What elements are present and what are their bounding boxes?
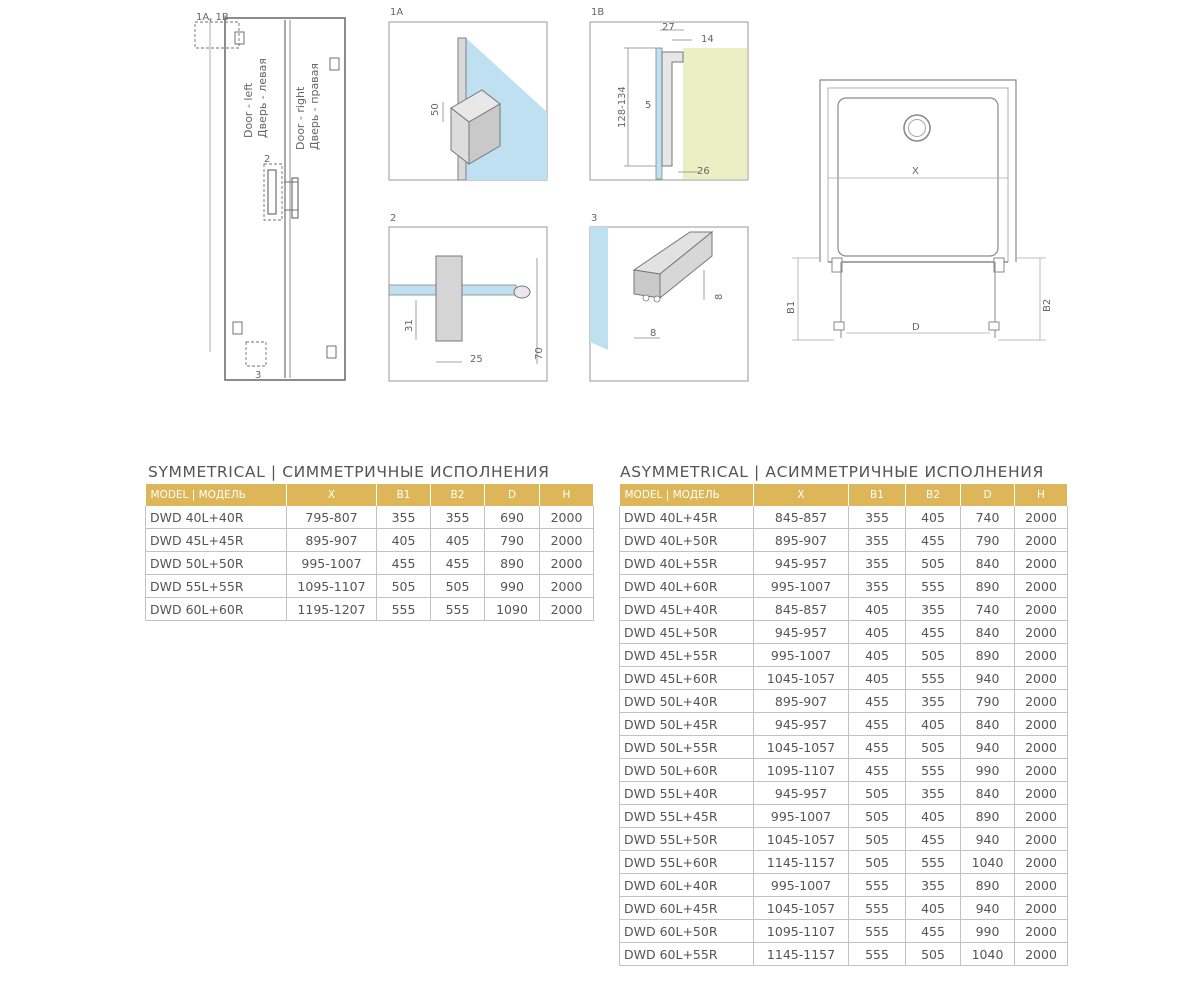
callout-3-label: 3 xyxy=(255,370,262,381)
table-row xyxy=(146,506,594,529)
cell-model: DWD 55L+60R xyxy=(620,851,754,874)
cell-x: 895-907 xyxy=(754,690,849,713)
cell-h: 2000 xyxy=(1015,897,1068,920)
hinge-bottom-left xyxy=(233,322,242,334)
plan-b1-label: B1 xyxy=(786,300,797,314)
cell-b1: 455 xyxy=(849,736,906,759)
cell-d: 890 xyxy=(961,805,1015,828)
cell-h: 2000 xyxy=(1015,690,1068,713)
table-row xyxy=(620,690,1068,713)
detail-3-dim-8-bottom: 8 xyxy=(650,328,657,339)
cell-b2: 405 xyxy=(906,897,961,920)
column-header-d: D xyxy=(961,484,1015,506)
table-row xyxy=(620,759,1068,782)
detail-2-label: 2 xyxy=(390,213,397,224)
cell-d: 990 xyxy=(485,575,540,598)
cell-b2: 555 xyxy=(906,667,961,690)
table-row xyxy=(620,897,1068,920)
cell-b1: 455 xyxy=(849,690,906,713)
cell-b1: 355 xyxy=(849,575,906,598)
glass-edge-icon xyxy=(656,48,662,179)
cell-b1: 555 xyxy=(849,897,906,920)
table-row xyxy=(620,874,1068,897)
cell-model: DWD 50L+50R xyxy=(146,552,287,575)
cell-h: 2000 xyxy=(540,529,594,552)
detail-3-dim-8-side: 8 xyxy=(714,293,725,300)
cell-b1: 405 xyxy=(377,529,431,552)
cell-b1: 555 xyxy=(849,874,906,897)
asymmetrical-table-body xyxy=(620,506,1068,966)
column-header-b1: B1 xyxy=(849,484,906,506)
cell-b2: 405 xyxy=(906,506,961,529)
cell-model: DWD 40L+60R xyxy=(620,575,754,598)
cell-h: 2000 xyxy=(1015,621,1068,644)
cell-b2: 455 xyxy=(906,828,961,851)
cell-b1: 455 xyxy=(849,713,906,736)
table-header-row xyxy=(620,484,1068,506)
glass-edge-icon xyxy=(590,227,608,350)
column-header-d: D xyxy=(485,484,540,506)
cell-model: DWD 55L+45R xyxy=(620,805,754,828)
asymmetrical-title: ASYMMETRICAL | АСИММЕТРИЧНЫЕ ИСПОЛНЕНИЯ xyxy=(620,463,1044,481)
cell-x: 995-1007 xyxy=(754,575,849,598)
cell-b1: 455 xyxy=(849,759,906,782)
cell-x: 1145-1157 xyxy=(754,943,849,966)
cell-x: 1045-1057 xyxy=(754,828,849,851)
cell-b1: 555 xyxy=(849,920,906,943)
hinge-bottom-right xyxy=(327,346,336,358)
column-header-x: X xyxy=(287,484,377,506)
cell-model: DWD 55L+55R xyxy=(146,575,287,598)
column-header-b2: B2 xyxy=(431,484,485,506)
cell-h: 2000 xyxy=(1015,552,1068,575)
cell-x: 1095-1107 xyxy=(754,920,849,943)
cell-d: 940 xyxy=(961,828,1015,851)
callout-2-label: 2 xyxy=(264,154,271,165)
cell-x: 1095-1107 xyxy=(754,759,849,782)
callout-box-3 xyxy=(246,342,266,366)
cell-model: DWD 45L+50R xyxy=(620,621,754,644)
cell-b1: 355 xyxy=(849,529,906,552)
cell-h: 2000 xyxy=(1015,506,1068,529)
cell-b1: 355 xyxy=(377,506,431,529)
cell-x: 1195-1207 xyxy=(287,598,377,621)
cell-x: 1045-1057 xyxy=(754,736,849,759)
detail-2-dim-25: 25 xyxy=(470,354,483,365)
cell-b2: 405 xyxy=(431,529,485,552)
door-front-view xyxy=(195,18,345,380)
cell-model: DWD 45L+45R xyxy=(146,529,287,552)
table-row xyxy=(620,828,1068,851)
cell-b2: 555 xyxy=(906,575,961,598)
symmetrical-title: SYMMETRICAL | СИММЕТРИЧНЫЕ ИСПОЛНЕНИЯ xyxy=(148,463,550,481)
cell-h: 2000 xyxy=(1015,805,1068,828)
cell-d: 890 xyxy=(961,575,1015,598)
table-header-row xyxy=(146,484,594,506)
handle-right-icon xyxy=(292,178,298,218)
door-right-label-en: Door - right xyxy=(294,86,307,150)
cell-d: 1040 xyxy=(961,851,1015,874)
cell-x: 895-907 xyxy=(754,529,849,552)
detail-1a-dim-50: 50 xyxy=(430,103,441,116)
cell-b1: 505 xyxy=(849,828,906,851)
cell-h: 2000 xyxy=(1015,782,1068,805)
cell-b2: 505 xyxy=(431,575,485,598)
cell-x: 795-807 xyxy=(287,506,377,529)
cell-b1: 405 xyxy=(849,621,906,644)
cell-model: DWD 50L+60R xyxy=(620,759,754,782)
detail-2-dim-70: 70 xyxy=(534,347,545,360)
cell-b2: 455 xyxy=(906,529,961,552)
cell-b2: 355 xyxy=(906,598,961,621)
cell-x: 845-857 xyxy=(754,598,849,621)
cell-model: DWD 55L+40R xyxy=(620,782,754,805)
cell-model: DWD 50L+55R xyxy=(620,736,754,759)
cell-b1: 405 xyxy=(849,644,906,667)
table-row xyxy=(620,736,1068,759)
detail-3-label: 3 xyxy=(591,213,598,224)
technical-drawings xyxy=(0,0,1200,420)
cell-h: 2000 xyxy=(1015,667,1068,690)
door-left-label-en: Door - left xyxy=(242,82,255,138)
cell-h: 2000 xyxy=(1015,575,1068,598)
cell-b1: 505 xyxy=(849,805,906,828)
cell-d: 990 xyxy=(961,920,1015,943)
plan-d-label: D xyxy=(912,322,920,333)
cell-model: DWD 60L+50R xyxy=(620,920,754,943)
cell-b2: 505 xyxy=(906,552,961,575)
cell-d: 940 xyxy=(961,736,1015,759)
detail-3 xyxy=(590,227,748,381)
cell-b2: 405 xyxy=(906,713,961,736)
cell-b2: 505 xyxy=(906,943,961,966)
plan-x-label: X xyxy=(912,166,919,177)
table-row xyxy=(146,575,594,598)
door-left-label-ru: Дверь - левая xyxy=(256,58,269,138)
cell-h: 2000 xyxy=(1015,851,1068,874)
cell-x: 1095-1107 xyxy=(287,575,377,598)
plan-view xyxy=(792,80,1046,340)
table-row xyxy=(146,552,594,575)
cell-b1: 455 xyxy=(377,552,431,575)
cell-d: 740 xyxy=(961,598,1015,621)
cell-h: 2000 xyxy=(1015,736,1068,759)
callout-1a-1b-label: 1A, 1B xyxy=(196,12,229,23)
cell-b1: 505 xyxy=(377,575,431,598)
table-row xyxy=(620,805,1068,828)
cell-model: DWD 60L+55R xyxy=(620,943,754,966)
cell-h: 2000 xyxy=(1015,598,1068,621)
cell-b2: 505 xyxy=(906,644,961,667)
cell-x: 1145-1157 xyxy=(754,851,849,874)
cell-d: 690 xyxy=(485,506,540,529)
cell-h: 2000 xyxy=(1015,713,1068,736)
hinge-top-left xyxy=(235,32,244,44)
cell-h: 2000 xyxy=(540,598,594,621)
cell-h: 2000 xyxy=(1015,828,1068,851)
cell-b2: 555 xyxy=(906,759,961,782)
cell-x: 895-907 xyxy=(287,529,377,552)
column-header-model: MODEL | МОДЕЛЬ xyxy=(146,484,287,506)
cell-b1: 405 xyxy=(849,667,906,690)
table-row xyxy=(620,621,1068,644)
cell-b2: 455 xyxy=(906,920,961,943)
cell-x: 845-857 xyxy=(754,506,849,529)
cell-x: 995-1007 xyxy=(754,874,849,897)
cell-h: 2000 xyxy=(540,506,594,529)
cell-h: 2000 xyxy=(1015,759,1068,782)
cell-d: 890 xyxy=(961,644,1015,667)
symmetrical-table-body xyxy=(146,506,594,621)
cell-h: 2000 xyxy=(540,552,594,575)
table-row xyxy=(620,782,1068,805)
symmetrical-table xyxy=(145,484,594,621)
cell-b2: 555 xyxy=(431,598,485,621)
cell-b2: 355 xyxy=(906,874,961,897)
cell-d: 1040 xyxy=(961,943,1015,966)
table-row xyxy=(146,598,594,621)
cell-model: DWD 60L+40R xyxy=(620,874,754,897)
cell-b1: 555 xyxy=(377,598,431,621)
cell-b1: 505 xyxy=(849,851,906,874)
cell-d: 890 xyxy=(961,874,1015,897)
table-row xyxy=(146,529,594,552)
cell-b2: 355 xyxy=(906,782,961,805)
cell-model: DWD 40L+45R xyxy=(620,506,754,529)
cell-h: 2000 xyxy=(1015,529,1068,552)
table-row xyxy=(620,920,1068,943)
detail-1b-dim-14: 14 xyxy=(701,34,714,45)
table-row xyxy=(620,598,1068,621)
cell-x: 1045-1057 xyxy=(754,667,849,690)
cell-d: 840 xyxy=(961,782,1015,805)
detail-1b-label: 1B xyxy=(591,7,605,18)
column-header-h: H xyxy=(1015,484,1068,506)
cell-model: DWD 40L+55R xyxy=(620,552,754,575)
cell-b2: 355 xyxy=(906,690,961,713)
cell-x: 945-957 xyxy=(754,621,849,644)
cell-d: 840 xyxy=(961,713,1015,736)
cell-x: 1045-1057 xyxy=(754,897,849,920)
cell-d: 790 xyxy=(961,529,1015,552)
cell-model: DWD 45L+60R xyxy=(620,667,754,690)
column-header-b1: B1 xyxy=(377,484,431,506)
column-header-model: MODEL | МОДЕЛЬ xyxy=(620,484,754,506)
cell-h: 2000 xyxy=(1015,943,1068,966)
table-row xyxy=(620,529,1068,552)
detail-1b-dim-range: 128-134 xyxy=(617,86,628,128)
detail-1a xyxy=(389,22,547,180)
cell-d: 790 xyxy=(485,529,540,552)
cell-model: DWD 40L+50R xyxy=(620,529,754,552)
cell-d: 840 xyxy=(961,621,1015,644)
cell-model: DWD 60L+45R xyxy=(620,897,754,920)
drain-icon xyxy=(904,115,930,141)
detail-1b-dim-5: 5 xyxy=(645,100,652,111)
detail-2-dim-31: 31 xyxy=(404,319,415,332)
cell-b1: 355 xyxy=(849,506,906,529)
cell-x: 995-1007 xyxy=(754,805,849,828)
detail-1b-dim-26: 26 xyxy=(697,166,710,177)
cell-b2: 455 xyxy=(431,552,485,575)
cell-model: DWD 45L+40R xyxy=(620,598,754,621)
table-row xyxy=(620,644,1068,667)
detail-1b xyxy=(590,22,748,180)
cell-h: 2000 xyxy=(1015,920,1068,943)
cell-b2: 405 xyxy=(906,805,961,828)
handle-section-icon xyxy=(436,256,462,341)
shower-tray-icon xyxy=(838,98,998,256)
cell-b1: 355 xyxy=(849,552,906,575)
table-row xyxy=(620,506,1068,529)
cell-model: DWD 55L+50R xyxy=(620,828,754,851)
cell-model: DWD 50L+40R xyxy=(620,690,754,713)
cell-x: 945-957 xyxy=(754,782,849,805)
cell-x: 945-957 xyxy=(754,713,849,736)
asymmetrical-table xyxy=(619,484,1068,966)
cell-d: 990 xyxy=(961,759,1015,782)
cell-model: DWD 40L+40R xyxy=(146,506,287,529)
door-right-label-ru: Дверь - правая xyxy=(308,62,321,150)
handle-left-icon xyxy=(268,170,276,214)
cell-x: 995-1007 xyxy=(754,644,849,667)
cell-h: 2000 xyxy=(1015,644,1068,667)
cell-d: 1090 xyxy=(485,598,540,621)
cell-b2: 505 xyxy=(906,736,961,759)
cell-d: 790 xyxy=(961,690,1015,713)
table-row xyxy=(620,667,1068,690)
table-row xyxy=(620,943,1068,966)
cell-h: 2000 xyxy=(540,575,594,598)
cell-d: 840 xyxy=(961,552,1015,575)
cell-b1: 405 xyxy=(849,598,906,621)
cell-x: 995-1007 xyxy=(287,552,377,575)
cell-b1: 505 xyxy=(849,782,906,805)
cell-d: 740 xyxy=(961,506,1015,529)
table-row xyxy=(620,713,1068,736)
wall-section-icon xyxy=(683,48,747,179)
plan-b2-label: B2 xyxy=(1042,298,1053,312)
hinge-top-right xyxy=(330,58,339,70)
detail-1a-label: 1A xyxy=(390,7,404,18)
cell-d: 940 xyxy=(961,897,1015,920)
cell-d: 940 xyxy=(961,667,1015,690)
cell-model: DWD 45L+55R xyxy=(620,644,754,667)
cell-b1: 555 xyxy=(849,943,906,966)
cell-b2: 555 xyxy=(906,851,961,874)
table-row xyxy=(620,851,1068,874)
column-header-h: H xyxy=(540,484,594,506)
cell-b2: 355 xyxy=(431,506,485,529)
table-row xyxy=(620,552,1068,575)
cell-x: 945-957 xyxy=(754,552,849,575)
cell-b2: 455 xyxy=(906,621,961,644)
cell-h: 2000 xyxy=(1015,874,1068,897)
cell-d: 890 xyxy=(485,552,540,575)
cell-model: DWD 50L+45R xyxy=(620,713,754,736)
table-row xyxy=(620,575,1068,598)
column-header-x: X xyxy=(754,484,849,506)
column-header-b2: B2 xyxy=(906,484,961,506)
callout-box-1a-1b xyxy=(195,22,239,48)
cell-model: DWD 60L+60R xyxy=(146,598,287,621)
detail-1b-dim-27: 27 xyxy=(662,22,675,33)
detail-2 xyxy=(389,227,547,381)
